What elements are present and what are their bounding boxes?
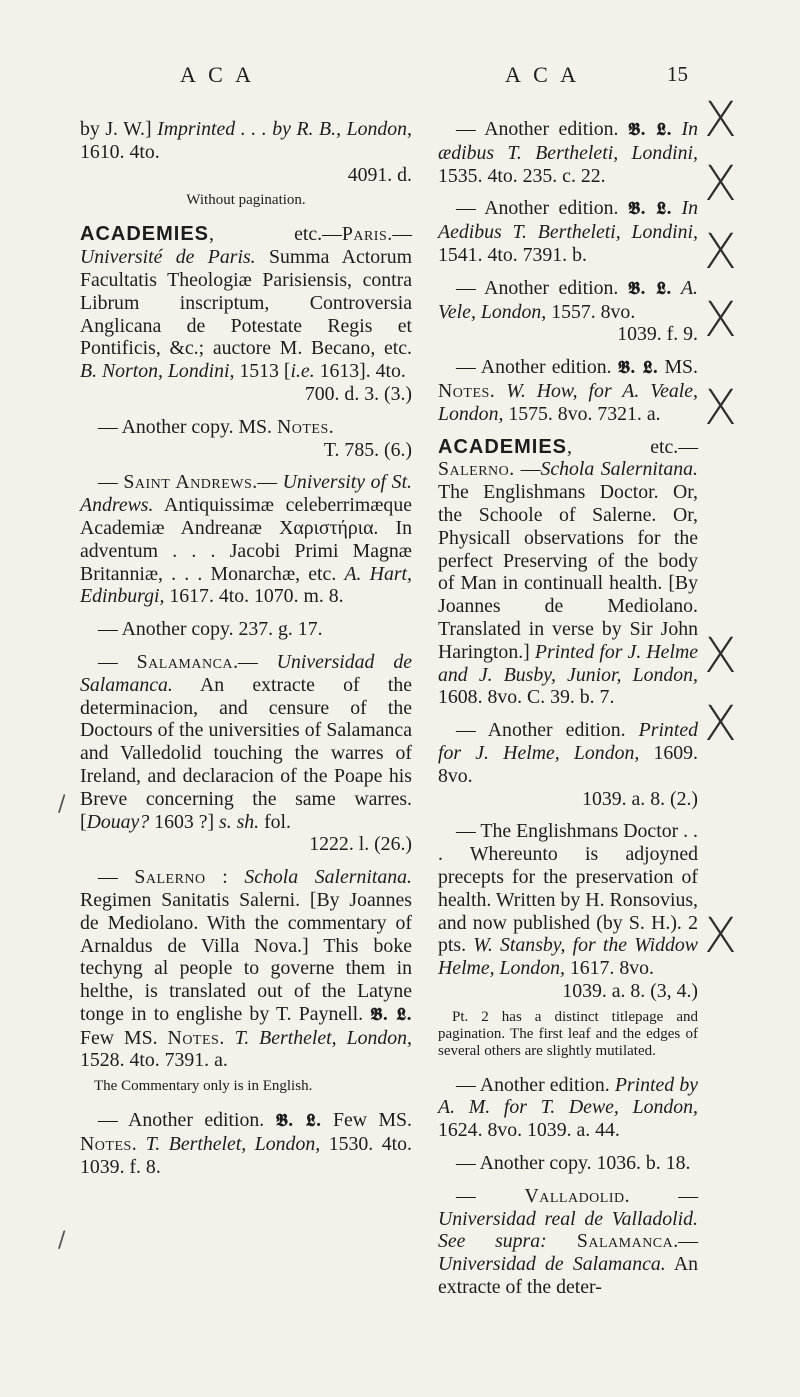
running-head-right: A C A [505, 62, 581, 87]
cross-mark: X [704, 696, 737, 752]
entry-note: The Commentary only is in English. [94, 1078, 313, 1095]
shelfmark: 4091. d. [347, 163, 412, 186]
entry-edition-1575: — Another edition. 𝕭. 𝕷. MS. Notes. W. How, for A. Veale, London, 1575. 8vo. 7321. a. [438, 356, 699, 425]
running-head-left: A C A [180, 62, 256, 87]
entry-another-copy-2: — Another copy. 237. g. 17. [98, 618, 323, 641]
entry-edition-1609: — Another edition. Printed for J. Helme, London, 1609. 8vo. 1039. a. 8. (2.) [438, 719, 698, 810]
black-letter-mark: 𝕭. 𝕷. [627, 120, 672, 140]
cross-mark: X [704, 292, 737, 348]
entry-englishmans-doctor-1617: — The Englishmans Doctor . . . Whereunto is adjoyned precepts for the preservation of health. Written by H. Ronsovius, and now published (by S. H.). 2 pts. W. Stansby, for the Widdow Helme, London, 1617. 8vo. 1039. a. 8. (3, 4.) [438, 820, 698, 1002]
tick-mark: / [58, 792, 66, 817]
entry-academies-salerno: ACADEMIES, etc.—Salerno. —Schola Salernitana. The Englishmans Doctor. Or, the Schoole of Salerne. Or, Physicall observations for the perfect Preserving of the body of Man in continuall health. [By Joannes de Mediolano. Translated in verse by Sir John Harington.] Printed for J. Helme and J. Busby, Junior, London, 1608. 8vo. C. 39. b. 7. [438, 435, 699, 709]
cross-mark: X [704, 908, 737, 964]
entry-another-edition-1530: — Another edition. 𝕭. 𝕷. Few MS. Notes. T. Berthelet, London, 1530. 4to. 1039. f. 8. [80, 1109, 412, 1178]
entry-edition-1624: — Another edition. Printed by A. M. for T. Dewe, London, 1624. 8vo. 1039. a. 44. [438, 1073, 698, 1142]
entry-valladolid: — Valladolid. — Universidad real de Valladolid. See supra: Salamanca.— Universidad de Salamanca. An extracte of the deter- [438, 1184, 698, 1299]
black-letter-mark: 𝕭. 𝕷. [627, 199, 672, 220]
shelfmark: 1039. a. 8. (2.) [582, 787, 698, 810]
shelfmark: 700. d. 3. (3.) [304, 382, 412, 405]
entry-edition-1557: — Another edition. 𝕭. 𝕷. A. Vele, London, 1557. 8vo. 1039. f. 9. [438, 276, 698, 346]
black-letter-mark: 𝕭. 𝕷. [370, 1004, 412, 1025]
entry-another-copy-3: — Another copy. 1036. b. 18. [456, 1152, 691, 1175]
entry-salerno: — Salerno : Schola Salernitana. Regimen Sanitatis Salerni. [By Joannes de Mediolano. With the commentary of Arnaldus de Villa Nova.] This boke techyng al people to governe them in helthe, is translated out of the Latyne tonge in to englishe by T. Paynell. 𝕭. 𝕷. Few MS. Notes. T. Berthelet, London, 1528. 4to. 7391. a. [80, 866, 413, 1072]
shelfmark: 1039. a. 8. (3, 4.) [562, 979, 698, 1002]
cross-mark: X [704, 628, 737, 684]
cross-mark: X [704, 380, 737, 436]
black-letter-mark: 𝕭. 𝕷. [627, 278, 672, 299]
black-letter-mark: 𝕭. 𝕷. [275, 1111, 322, 1132]
page-number: 15 [667, 62, 688, 86]
cross-mark: X [704, 156, 737, 212]
entry-saint-andrews: — Saint Andrews.— University of St. Andrews. Antiquissimæ celeberrimæque Academiæ Andreanæ Χαριστήρια. In adventum . . . Jacobi Primi Magnæ Britanniæ, . . . Monarchæ, etc. A. Hart, Edinburgi, 1617. 4to. 1070. m. 8. [80, 471, 413, 608]
heading-academies: ACADEMIES [438, 435, 568, 458]
entry-salamanca: — Salamanca.— Universidad de Salamanca. An extracte of the determinacion, and censure of the Doctours of the universities of Salamanca and Valledolid touching the warres of Ireland, and declaracion of the Poape his Breve concerning the same warres. [Douay? 1603 ?] s. sh. fol. 1222. l. (26.) [80, 650, 412, 856]
entry-edition-1541: — Another edition. 𝕭. 𝕷. In Aedibus T. Bertheleti, Londini, 1541. 4to. 7391. b. [438, 197, 698, 266]
entry-academies-paris: ACADEMIES, etc.—Paris.— Université de Paris. Summa Actorum Facultatis Theologiæ Parisiensis, contra Librum inscriptum, Controversia Anglicana de Potestate Regis et Pontificis, &c.; auctore M. Becano, etc. B. Norton, Londini, 1513 [i.e. 1613]. 4to. 700. d. 3. (3.) [80, 223, 412, 405]
entry-imprint-continuation: by J. W.] Imprinted . . . by R. B., London, 1610. 4to. 4091. d. [80, 118, 412, 186]
cross-mark: X [704, 92, 737, 148]
entry-note: Pt. 2 has a distinct titlepage and pagination. The first leaf and the edges of several others are slightly mutilated. [438, 1008, 698, 1059]
right-column [438, 118, 698, 1309]
entry-another-copy: — Another copy. MS. Notes. T. 785. (6.) [80, 416, 412, 462]
entry-note: Without pagination. [186, 192, 306, 209]
cross-mark: X [704, 224, 737, 280]
heading-academies: ACADEMIES [80, 223, 210, 246]
shelfmark: 1039. f. 9. [617, 323, 698, 346]
shelfmark: 1222. l. (26.) [309, 833, 412, 856]
left-column [80, 118, 412, 1189]
entry-edition-1535: — Another edition. 𝕭. 𝕷. In ædibus T. Bertheleti, Londini, 1535. 4to. 235. c. 22. [438, 118, 698, 187]
tick-mark: / [58, 1228, 66, 1253]
shelfmark: T. 785. (6.) [323, 438, 412, 461]
black-letter-mark: 𝕭. 𝕷. [617, 358, 659, 379]
